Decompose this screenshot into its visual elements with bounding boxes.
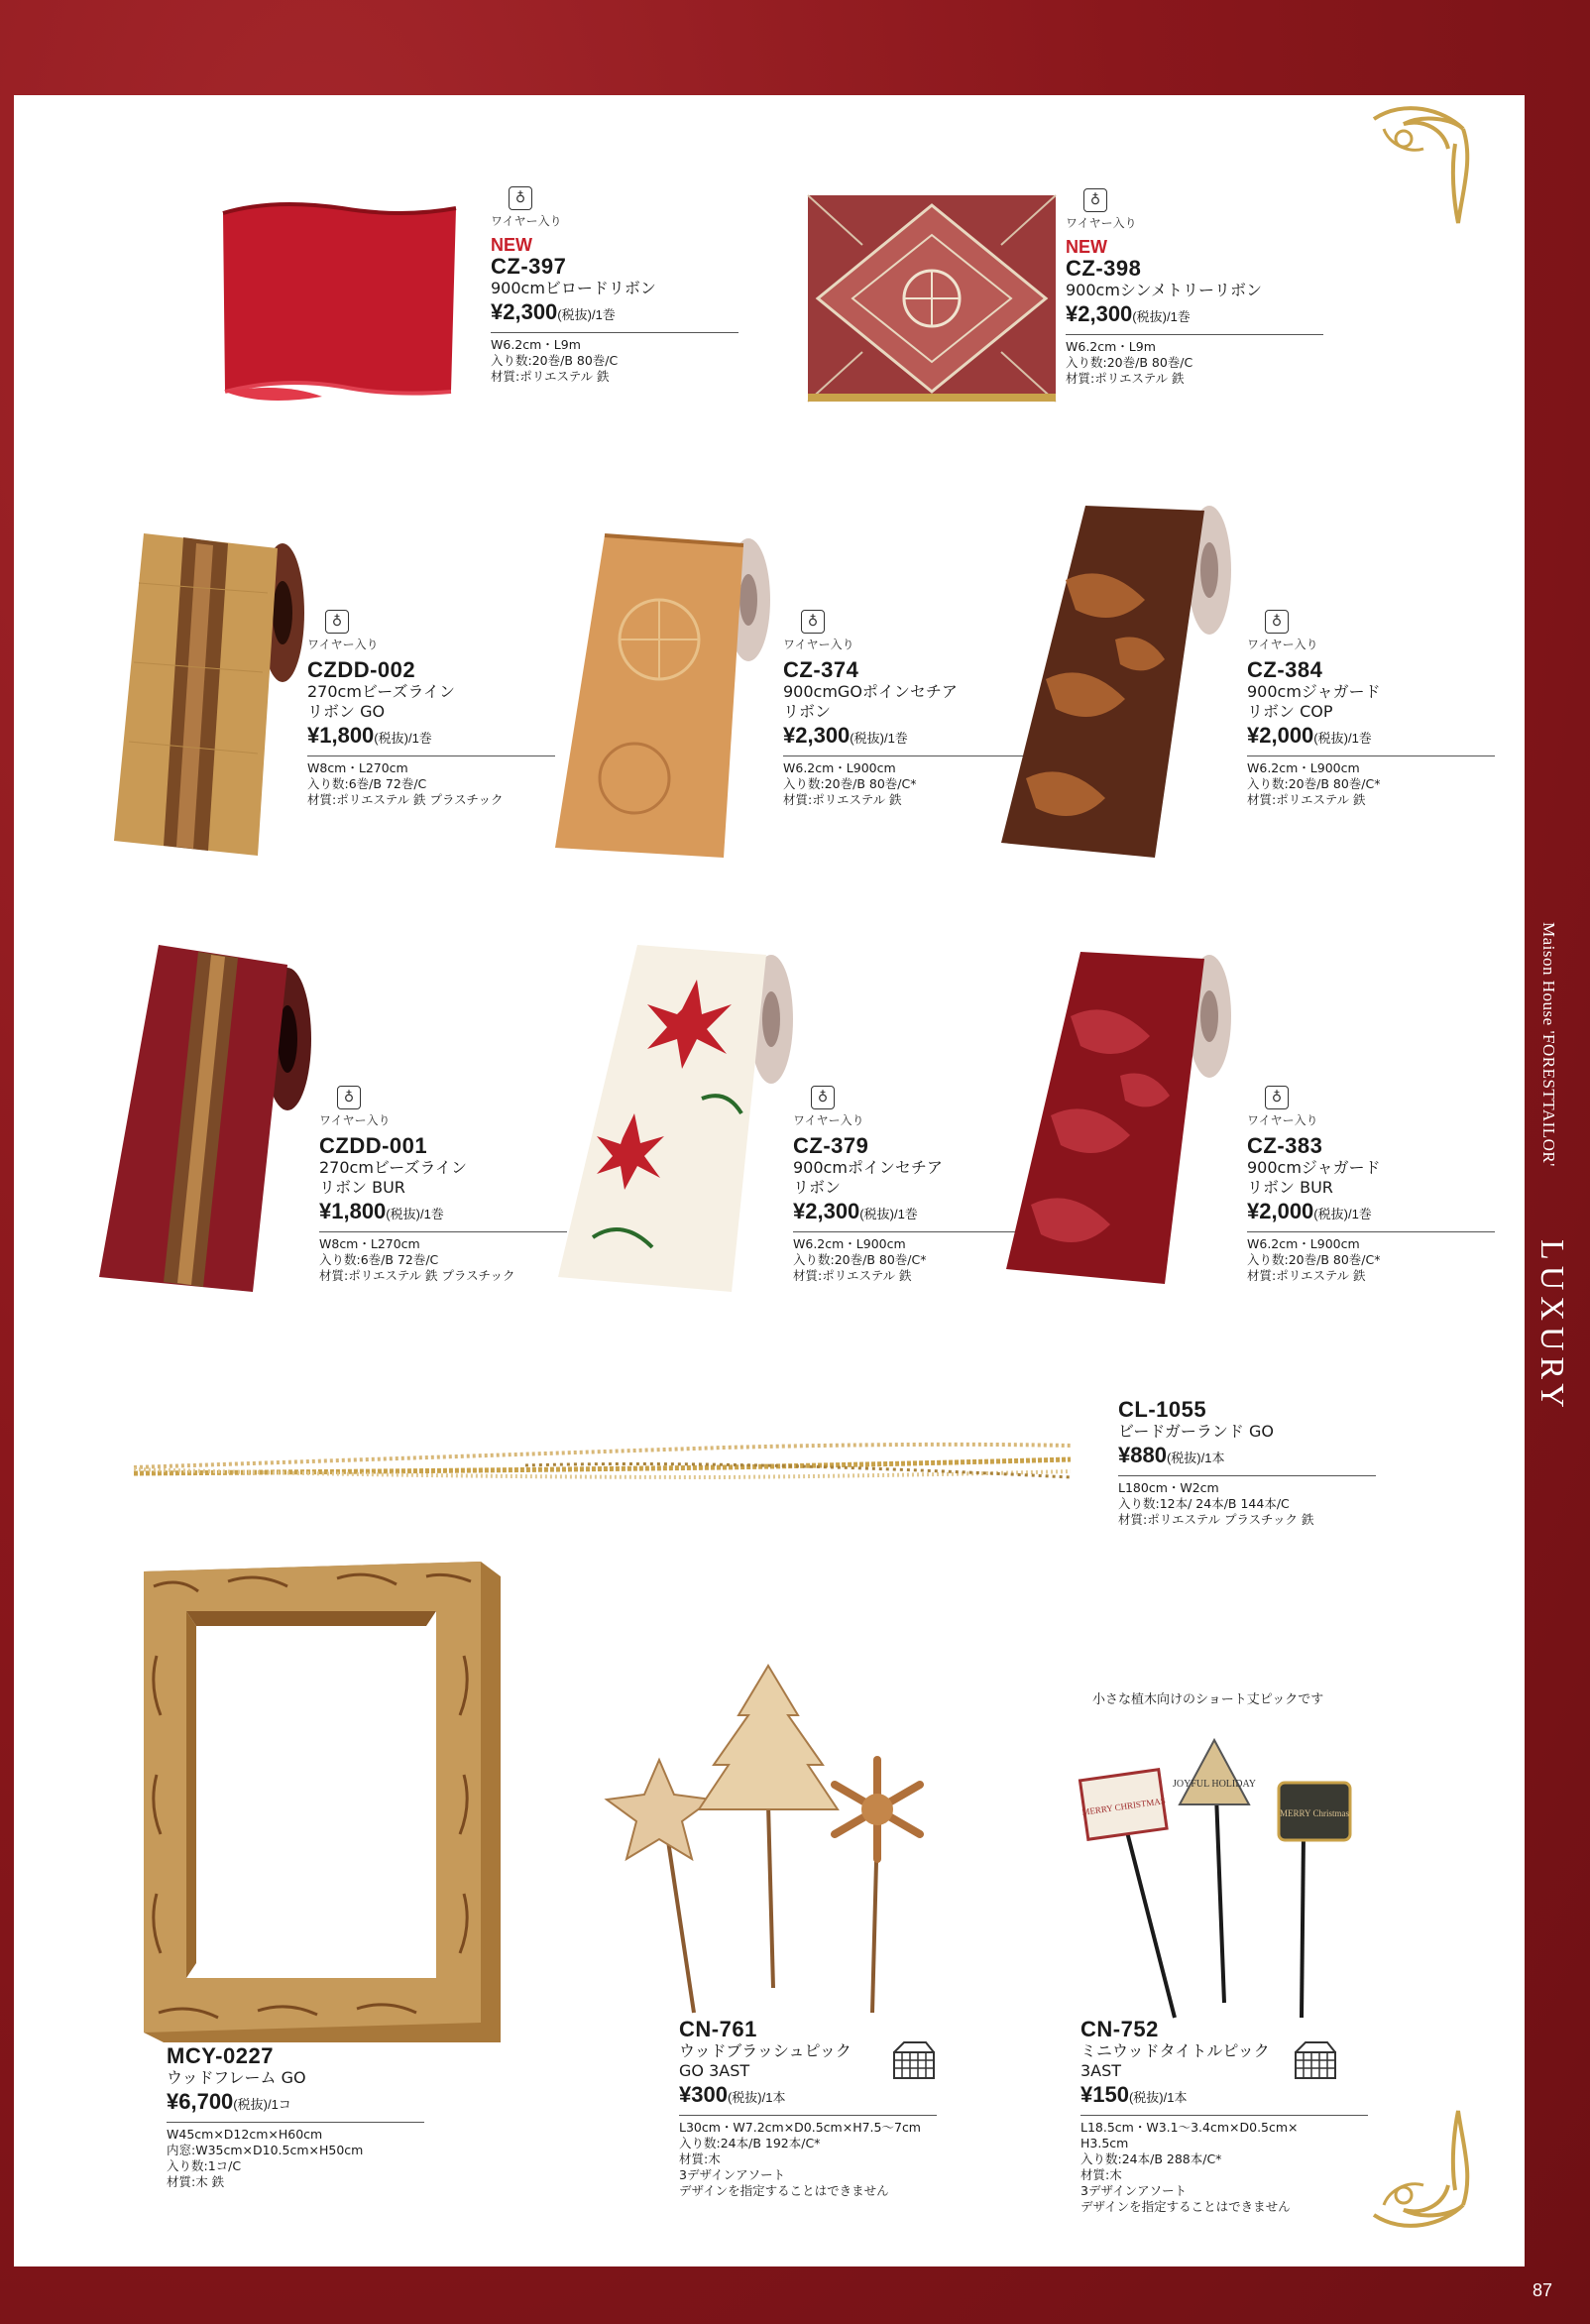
product-price: ¥1,800(税抜)/1巻 <box>319 1199 444 1223</box>
product-price: ¥2,300(税抜)/1巻 <box>491 299 616 324</box>
wire-indicator <box>491 186 738 229</box>
product-info-cz374 <box>783 610 1031 808</box>
product-info-cz398 <box>1066 188 1323 387</box>
wire-icon: ♁ <box>1265 1086 1289 1109</box>
product-price: ¥6,700(税抜)/1コ <box>167 2089 291 2114</box>
product-image-cz397 <box>213 193 466 407</box>
flourish-icon <box>1364 99 1473 228</box>
wire-label: ワイヤー入り <box>307 638 379 651</box>
spec-line: 入り数:1コ/C <box>167 2158 242 2173</box>
product-image-cz379 <box>553 940 801 1297</box>
product-image-mcy0227 <box>139 1557 506 2047</box>
spec-line: 入り数:12本/ 24本/B 144本/C <box>1118 1496 1290 1511</box>
product-name: リボン GO <box>307 702 386 721</box>
spec-line: 材質:ポリエステル 鉄 <box>1066 371 1185 386</box>
wire-label: ワイヤー入り <box>783 638 854 651</box>
product-name: ビードガーランド GO <box>1118 1422 1274 1441</box>
product-name: 900cmビロードリボン <box>491 279 656 297</box>
product-name: ウッドブラッシュピック <box>679 2041 852 2060</box>
spec-line: L30cm・W7.2cm×D0.5cm×H7.5～7cm <box>679 2120 921 2135</box>
product-info-cz384 <box>1247 610 1495 808</box>
wire-icon: ♁ <box>811 1086 835 1109</box>
product-price: ¥2,300(税抜)/1巻 <box>1066 301 1191 326</box>
spec-line: 入り数:20巻/B 80巻/C* <box>783 776 917 791</box>
spec-line: H3.5cm <box>1080 2136 1129 2150</box>
wire-icon: ♁ <box>1083 188 1107 212</box>
spec-line: 入り数:6巻/B 72巻/C <box>319 1252 439 1267</box>
corner-ornament-top <box>1364 99 1473 228</box>
spec-line: L18.5cm・W3.1～3.4cm×D0.5cm× <box>1080 2120 1299 2135</box>
spec-line: 材質:ポリエステル 鉄 プラスチック <box>319 1268 515 1283</box>
product-name: 900cmポインセチア <box>793 1158 943 1177</box>
spec-line: 材質:ポリエステル 鉄 <box>793 1268 912 1283</box>
spec-line: デザインを指定することはできません <box>1080 2199 1291 2214</box>
brand-side-label: Maison House 'FORESTTAILOR' <box>1539 922 1558 1167</box>
product-name: リボン <box>793 1178 842 1197</box>
product-note: 小さな植木向けのショート丈ピックです <box>1092 1692 1324 1707</box>
wire-indicator <box>1247 1086 1495 1128</box>
product-name: 900cmGOポインセチア <box>783 682 958 701</box>
wire-indicator <box>307 610 555 652</box>
spec-line: W6.2cm・L9m <box>491 337 581 352</box>
spec-line: 材質:木 <box>1080 2167 1122 2182</box>
product-name: ウッドフレーム GO <box>167 2068 306 2087</box>
wire-indicator <box>783 610 1031 652</box>
product-code: CZ-379 <box>793 1133 869 1158</box>
product-name: ミニウッドタイトルピック <box>1080 2041 1270 2060</box>
wire-label: ワイヤー入り <box>1247 638 1318 651</box>
product-name: リボン BUR <box>1247 1178 1333 1197</box>
spec-line: 入り数:20巻/B 80巻/C* <box>793 1252 927 1267</box>
spec-line: W6.2cm・L900cm <box>783 760 896 775</box>
spec-line: 材質:ポリエステル 鉄 <box>783 792 902 807</box>
product-image-cl1055 <box>129 1438 1076 1487</box>
wire-icon: ♁ <box>325 610 349 634</box>
product-image-cz383 <box>1001 947 1239 1289</box>
spec-line: 材質:木 鉄 <box>167 2174 225 2189</box>
wire-indicator <box>1066 188 1323 231</box>
spec-line: W45cm×D12cm×H60cm <box>167 2127 323 2142</box>
spec-line: デザインを指定することはできません <box>679 2183 889 2198</box>
product-image-czdd002 <box>109 523 307 866</box>
product-code: CZ-384 <box>1247 657 1323 682</box>
product-name: 900cmジャガード <box>1247 1158 1381 1177</box>
product-name: 3AST <box>1080 2061 1122 2080</box>
product-code: CZDD-002 <box>307 657 416 682</box>
wire-label: ワイヤー入り <box>1066 216 1137 230</box>
product-code: CL-1055 <box>1118 1397 1207 1422</box>
product-price: ¥2,300(税抜)/1巻 <box>793 1199 918 1223</box>
product-price: ¥2,300(税抜)/1巻 <box>783 723 908 748</box>
product-info-cl1055 <box>1118 1398 1376 1528</box>
product-code: CZ-397 <box>491 254 567 279</box>
spec-line: 3デザインアソート <box>679 2167 786 2182</box>
product-price: ¥300(税抜)/1本 <box>679 2082 786 2107</box>
product-info-cz383 <box>1247 1086 1495 1284</box>
page-number: 87 <box>1533 2280 1553 2300</box>
product-name: リボン COP <box>1247 702 1333 721</box>
wire-icon: ♁ <box>801 610 825 634</box>
spec-line: 材質:木 <box>679 2151 721 2166</box>
product-info-mcy0227 <box>167 2044 424 2190</box>
product-image-cz374 <box>550 530 778 863</box>
product-image-cn752 <box>1076 1725 1358 2023</box>
product-code: CZDD-001 <box>319 1133 428 1158</box>
product-code: CZ-398 <box>1066 256 1142 281</box>
wire-label: ワイヤー入り <box>491 214 562 228</box>
pick-card2-text: MERRY Christmas <box>1280 1808 1349 1818</box>
spec-line: L180cm・W2cm <box>1118 1480 1219 1495</box>
wire-icon: ♁ <box>1265 610 1289 634</box>
product-name: 900cmジャガード <box>1247 682 1381 701</box>
corner-ornament-bottom <box>1364 2106 1473 2235</box>
spec-line: W6.2cm・L900cm <box>1247 760 1360 775</box>
product-name: 270cmビーズライン <box>307 682 456 701</box>
wire-label: ワイヤー入り <box>1247 1113 1318 1127</box>
product-image-czdd001 <box>94 940 317 1297</box>
category-side-label: LUXURY <box>1533 1239 1570 1414</box>
spec-line: 内窓:W35cm×D10.5cm×H50cm <box>167 2143 364 2157</box>
pick-tree-text: JOYFUL HOLIDAY <box>1173 1779 1256 1790</box>
product-price: ¥880(税抜)/1本 <box>1118 1443 1225 1467</box>
spec-line: W6.2cm・L900cm <box>1247 1236 1360 1251</box>
new-badge: NEW <box>1066 237 1107 257</box>
flourish-icon <box>1364 2106 1473 2235</box>
wire-label: ワイヤー入り <box>793 1113 864 1127</box>
product-code: CZ-374 <box>783 657 859 682</box>
spec-line: 入り数:20巻/B 80巻/C <box>1066 355 1193 370</box>
product-price: ¥150(税抜)/1本 <box>1080 2082 1188 2107</box>
spec-line: 3デザインアソート <box>1080 2183 1188 2198</box>
spec-line: W8cm・L270cm <box>307 760 408 775</box>
spec-line: W6.2cm・L900cm <box>793 1236 906 1251</box>
spec-line: 入り数:20巻/B 80巻/C* <box>1247 776 1381 791</box>
product-name: 270cmビーズライン <box>319 1158 468 1177</box>
wire-label: ワイヤー入り <box>319 1113 391 1127</box>
spec-line: 材質:ポリエステル 鉄 <box>491 369 610 384</box>
spec-line: 入り数:6巻/B 72巻/C <box>307 776 427 791</box>
assort-box-icon <box>892 2040 936 2080</box>
product-info-czdd001 <box>319 1086 567 1284</box>
assort-box-icon <box>1294 2040 1337 2080</box>
spec-line: 材質:ポリエステル 鉄 <box>1247 792 1366 807</box>
product-info-czdd002 <box>307 610 555 808</box>
wire-icon: ♁ <box>509 186 532 210</box>
spec-line: 入り数:24本/B 288本/C* <box>1080 2151 1222 2166</box>
product-name: GO 3AST <box>679 2061 750 2080</box>
product-code: MCY-0227 <box>167 2043 274 2068</box>
spec-line: 入り数:24本/B 192本/C* <box>679 2136 821 2150</box>
product-image-cz398 <box>803 190 1061 407</box>
product-price: ¥2,000(税抜)/1巻 <box>1247 1199 1372 1223</box>
new-badge: NEW <box>491 235 532 255</box>
spec-line: W8cm・L270cm <box>319 1236 420 1251</box>
product-code: CZ-383 <box>1247 1133 1323 1158</box>
wire-indicator <box>319 1086 567 1128</box>
wire-icon: ♁ <box>337 1086 361 1109</box>
product-info-cz397 <box>491 186 738 385</box>
spec-line: 入り数:20巻/B 80巻/C* <box>1247 1252 1381 1267</box>
product-name: 900cmシンメトリーリボン <box>1066 281 1263 299</box>
product-price: ¥1,800(税抜)/1巻 <box>307 723 432 748</box>
spec-line: 入り数:20巻/B 80巻/C <box>491 353 619 368</box>
product-image-cn761 <box>585 1661 952 2018</box>
spec-line: 材質:ポリエステル 鉄 プラスチック <box>307 792 504 807</box>
product-name: リボン <box>783 702 832 721</box>
product-code: CN-761 <box>679 2017 757 2041</box>
spec-line: W6.2cm・L9m <box>1066 339 1156 354</box>
spec-line: 材質:ポリエステル プラスチック 鉄 <box>1118 1512 1314 1527</box>
product-code: CN-752 <box>1080 2017 1159 2041</box>
pick-card1-text: MERRY CHRISTMAS <box>1080 1796 1167 1817</box>
product-image-cz384 <box>996 501 1239 863</box>
product-name: リボン BUR <box>319 1178 405 1197</box>
spec-line: 材質:ポリエステル 鉄 <box>1247 1268 1366 1283</box>
product-price: ¥2,000(税抜)/1巻 <box>1247 723 1372 748</box>
wire-indicator <box>1247 610 1495 652</box>
